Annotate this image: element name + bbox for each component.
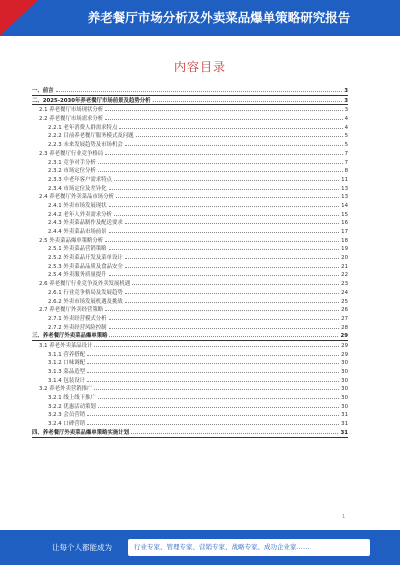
toc-entry-label: 2.3.2 市场定位分析 bbox=[48, 168, 96, 175]
toc-entry-label: 3.1 养老外卖菜品设计 bbox=[39, 342, 93, 349]
toc-leader-dots bbox=[87, 358, 339, 364]
toc-entry-page: 30 bbox=[341, 360, 348, 367]
red-corner-accent bbox=[0, 0, 38, 36]
toc-entry[interactable] bbox=[32, 244, 348, 253]
toc-leader-dots bbox=[56, 86, 343, 92]
toc-entry-page: 31 bbox=[341, 412, 348, 419]
toc-entry[interactable] bbox=[32, 376, 348, 385]
toc-entry-label: 3.1.4 包装设计 bbox=[48, 377, 85, 384]
toc-entry-label: 2.7 养老餐厅外卖经营策略 bbox=[39, 307, 104, 314]
toc-entry-page: 7 bbox=[344, 150, 348, 157]
toc-entry-page: 13 bbox=[341, 194, 348, 201]
toc-entry-page: 21 bbox=[341, 263, 348, 270]
toc-entry[interactable] bbox=[32, 123, 348, 132]
toc-leader-dots bbox=[109, 323, 340, 329]
toc-entry-page: 20 bbox=[341, 255, 348, 262]
toc-leader-dots bbox=[87, 410, 339, 416]
toc-entry[interactable] bbox=[32, 305, 348, 314]
toc-entry[interactable] bbox=[32, 210, 348, 219]
toc-leader-dots bbox=[87, 367, 339, 373]
toc-entry-label: 2.1 养老餐厅市场现状分析 bbox=[39, 107, 104, 114]
toc-entry-label: 2.4 养老餐厅外卖菜品市场分析 bbox=[39, 194, 114, 201]
toc-entry[interactable] bbox=[32, 341, 348, 350]
toc-entry-label: 2.2.3 未来发展趋势及市场机会 bbox=[48, 142, 123, 149]
toc-entry-label: 2.2.1 老年消费人群需求特点 bbox=[48, 124, 118, 131]
toc-entry-label: 3.1.1 营养搭配 bbox=[48, 351, 85, 358]
toc-entry-page: 30 bbox=[341, 403, 348, 410]
toc-entry-label: 2.5.2 外卖菜品开发及菜单设计 bbox=[48, 255, 123, 262]
footer-slogan: 让每个人都能成为 bbox=[52, 543, 112, 552]
toc-entry-label: 3.1.2 口味调配 bbox=[48, 360, 85, 367]
toc-entry[interactable] bbox=[32, 236, 348, 245]
toc-entry-label: 3.2.2 优惠活动策划 bbox=[48, 403, 96, 410]
toc-entry[interactable] bbox=[32, 367, 348, 376]
toc-leader-dots bbox=[125, 262, 339, 268]
toc-heading: 内容目录 bbox=[173, 60, 226, 74]
toc-entry[interactable] bbox=[32, 149, 348, 158]
toc-leader-dots bbox=[98, 402, 339, 408]
toc-entry-label: 2.3.1 竞争对手分析 bbox=[48, 159, 96, 166]
toc-entry-page: 30 bbox=[341, 369, 348, 375]
toc-leader-dots bbox=[87, 376, 339, 382]
toc-entry-page: 3 bbox=[344, 107, 348, 114]
toc-leader-dots bbox=[132, 279, 339, 285]
page-number: 1 bbox=[342, 514, 346, 520]
toc-leader-dots bbox=[87, 350, 339, 356]
toc-entry-label: 2.6 养老餐厅行业竞争及外卖发展机遇 bbox=[39, 281, 131, 288]
toc-entry-page: 26 bbox=[341, 307, 348, 314]
toc-entry-page: 31 bbox=[340, 429, 348, 436]
toc-entry-label: 2.2.2 目前养老餐厅服务模式及问题 bbox=[48, 133, 134, 140]
toc-entry-label: 2.7.2 外卖经营风险控制 bbox=[48, 324, 107, 331]
toc-entry[interactable] bbox=[32, 158, 348, 167]
report-title: 养老餐厅市场分析及外卖菜品爆单策略研究报告 bbox=[87, 10, 351, 25]
toc-entry[interactable] bbox=[32, 384, 348, 393]
toc-entry[interactable] bbox=[32, 166, 348, 175]
toc-entry[interactable] bbox=[32, 184, 348, 193]
toc-entry[interactable] bbox=[32, 86, 348, 96]
toc-leader-dots bbox=[98, 166, 343, 172]
toc-entry-label: 三、养老餐厅外卖菜品爆单策略 bbox=[32, 333, 108, 340]
toc-entry[interactable] bbox=[32, 419, 348, 428]
toc-entry-page: 3 bbox=[344, 88, 348, 94]
toc-entry[interactable] bbox=[32, 402, 348, 411]
toc-leader-dots bbox=[125, 288, 339, 294]
toc-entry-page: 15 bbox=[341, 211, 348, 218]
footer-banner bbox=[0, 530, 400, 565]
toc-leader-dots bbox=[125, 297, 339, 303]
toc-entry-label: 2.4.2 老年人外卖需求分析 bbox=[48, 211, 112, 218]
toc-entry[interactable] bbox=[32, 297, 348, 306]
toc-entry[interactable] bbox=[32, 288, 348, 297]
toc-leader-dots bbox=[94, 384, 339, 390]
toc-entry-page: 31 bbox=[341, 421, 348, 428]
toc-leader-dots bbox=[125, 253, 339, 259]
toc-entry-page: 18 bbox=[341, 237, 348, 244]
toc-entry-page: 28 bbox=[341, 324, 348, 331]
toc-entry[interactable] bbox=[32, 323, 348, 332]
toc-entry-page: 11 bbox=[341, 176, 348, 183]
toc-leader-dots bbox=[109, 314, 340, 320]
toc-entry-page: 16 bbox=[341, 220, 348, 227]
toc-entry[interactable] bbox=[32, 201, 348, 210]
toc-leader-dots bbox=[114, 210, 339, 216]
toc-entry-page: 17 bbox=[341, 229, 348, 235]
toc-entry[interactable] bbox=[32, 350, 348, 359]
toc-entry[interactable] bbox=[32, 262, 348, 271]
toc-entry-label: 2.3 养老餐厅行业竞争格局 bbox=[39, 150, 104, 157]
toc-leader-dots bbox=[98, 393, 339, 399]
toc-entry[interactable] bbox=[32, 253, 348, 262]
toc-entry[interactable] bbox=[32, 114, 348, 123]
toc-entry[interactable] bbox=[32, 358, 348, 367]
toc-entry-label: 3.2.3 会员营销 bbox=[48, 412, 85, 419]
toc-entry-label: 2.4.4 外卖菜品市场前景 bbox=[48, 229, 107, 235]
toc-entry[interactable] bbox=[32, 331, 348, 341]
toc-entry[interactable] bbox=[32, 227, 348, 236]
toc-entry[interactable] bbox=[32, 218, 348, 227]
toc-leader-dots bbox=[105, 149, 342, 155]
toc-entry-page: 7 bbox=[344, 159, 348, 166]
toc-entry-page: 30 bbox=[341, 377, 348, 384]
toc-entry-page: 30 bbox=[341, 386, 348, 393]
toc-entry-label: 2.5 外卖菜品爆单策略分析 bbox=[39, 237, 104, 244]
toc-leader-dots bbox=[105, 236, 339, 242]
toc-entry-page: 25 bbox=[341, 298, 348, 305]
footer-tagline: 行业专家、管理专家、营销专家、战略专家、成功企业家…… bbox=[128, 539, 370, 556]
toc-entry-label: 3.2.1 线上线下推广 bbox=[48, 395, 96, 402]
toc-entry-page: 23 bbox=[341, 281, 348, 288]
header-banner bbox=[0, 0, 400, 36]
toc-entry[interactable] bbox=[32, 140, 348, 149]
toc-entry-page: 8 bbox=[344, 168, 348, 175]
toc-leader-dots bbox=[109, 227, 340, 233]
toc-entry-page: 29 bbox=[341, 351, 348, 358]
toc-leader-dots bbox=[105, 114, 342, 120]
toc-leader-dots bbox=[105, 105, 342, 111]
toc-leader-dots bbox=[105, 305, 339, 311]
toc-entry-label: 2.4.1 外卖市场发展现状 bbox=[48, 202, 107, 209]
toc-entry-page: 3 bbox=[344, 97, 348, 104]
toc-entry-label: 3.2 养老外卖营销推广 bbox=[39, 386, 93, 393]
toc-entry-label: 2.5.3 外卖菜品品质及食品安全 bbox=[48, 263, 123, 270]
toc-entry-label: 2.2 养老餐厅市场需求分析 bbox=[39, 116, 104, 123]
toc-leader-dots bbox=[109, 270, 340, 276]
toc-entry[interactable] bbox=[32, 192, 348, 201]
toc-entry-label: 3.1.3 菜品造型 bbox=[48, 369, 85, 375]
toc-entry-label: 3.2.4 口碑营销 bbox=[48, 421, 85, 428]
toc-entry-label: 2.3.3 中老年客户需求特点 bbox=[48, 176, 112, 183]
toc-entry[interactable] bbox=[32, 428, 348, 438]
toc-entry-label: 2.4.3 外卖菜品制作及配送要求 bbox=[48, 220, 123, 227]
toc-entry-page: 22 bbox=[341, 272, 348, 279]
toc-entry-page: 19 bbox=[341, 246, 348, 253]
toc-entry[interactable] bbox=[32, 314, 348, 323]
toc-leader-dots bbox=[109, 244, 340, 250]
toc-entry-page: 27 bbox=[341, 315, 348, 322]
toc-leader-dots bbox=[94, 341, 339, 347]
toc-entry[interactable] bbox=[32, 270, 348, 279]
toc-leader-dots bbox=[109, 184, 340, 190]
toc-entry[interactable] bbox=[32, 393, 348, 402]
toc-entry[interactable] bbox=[32, 175, 348, 184]
toc-entry-label: 二、2025-2030年养老餐厅市场前景及趋势分析 bbox=[32, 97, 151, 104]
toc-entry[interactable] bbox=[32, 131, 348, 140]
toc-entry-label: 一、前言 bbox=[32, 88, 54, 94]
toc-leader-dots bbox=[109, 331, 338, 337]
toc-entry[interactable] bbox=[32, 410, 348, 419]
toc-leader-dots bbox=[114, 175, 339, 181]
toc-entry-label: 2.7.1 外卖经营模式分析 bbox=[48, 315, 107, 322]
toc-leader-dots bbox=[131, 428, 338, 434]
toc-entry-page: 5 bbox=[344, 133, 348, 140]
toc-entry-page: 29 bbox=[340, 333, 348, 340]
toc-leader-dots bbox=[125, 218, 339, 224]
toc-leader-dots bbox=[125, 140, 343, 146]
toc-entry-label: 2.5.1 外卖菜品营销策略 bbox=[48, 246, 107, 253]
toc-leader-dots bbox=[136, 131, 343, 137]
toc-entry-page: 24 bbox=[341, 289, 348, 296]
toc-entry-label: 2.5.4 外卖服务质量提升 bbox=[48, 272, 107, 279]
toc-entry-label: 2.6.2 外卖市场发展机遇及挑战 bbox=[48, 298, 123, 305]
toc-entry-label: 四、养老餐厅外卖菜品爆单策略实施计划 bbox=[32, 429, 130, 436]
toc-leader-dots bbox=[116, 192, 339, 198]
toc-leader-dots bbox=[119, 123, 342, 129]
toc-entry-page: 5 bbox=[344, 142, 348, 149]
toc-leader-dots bbox=[153, 96, 343, 102]
toc-entry-page: 4 bbox=[344, 124, 348, 131]
toc-entry[interactable] bbox=[32, 279, 348, 288]
toc-entry-page: 30 bbox=[341, 395, 348, 402]
toc-leader-dots bbox=[109, 201, 340, 207]
table-of-contents bbox=[32, 86, 348, 438]
toc-entry[interactable] bbox=[32, 105, 348, 114]
toc-entry[interactable] bbox=[32, 96, 348, 106]
toc-leader-dots bbox=[87, 419, 339, 425]
toc-leader-dots bbox=[98, 158, 343, 164]
toc-entry-label: 2.6.1 行业竞争格局及发展趋势 bbox=[48, 289, 123, 296]
toc-entry-page: 29 bbox=[341, 342, 348, 349]
toc-entry-label: 2.3.4 市场定位及差异化 bbox=[48, 185, 107, 192]
toc-entry-page: 13 bbox=[341, 185, 348, 192]
toc-entry-page: 14 bbox=[341, 202, 348, 209]
toc-entry-page: 4 bbox=[344, 116, 348, 123]
